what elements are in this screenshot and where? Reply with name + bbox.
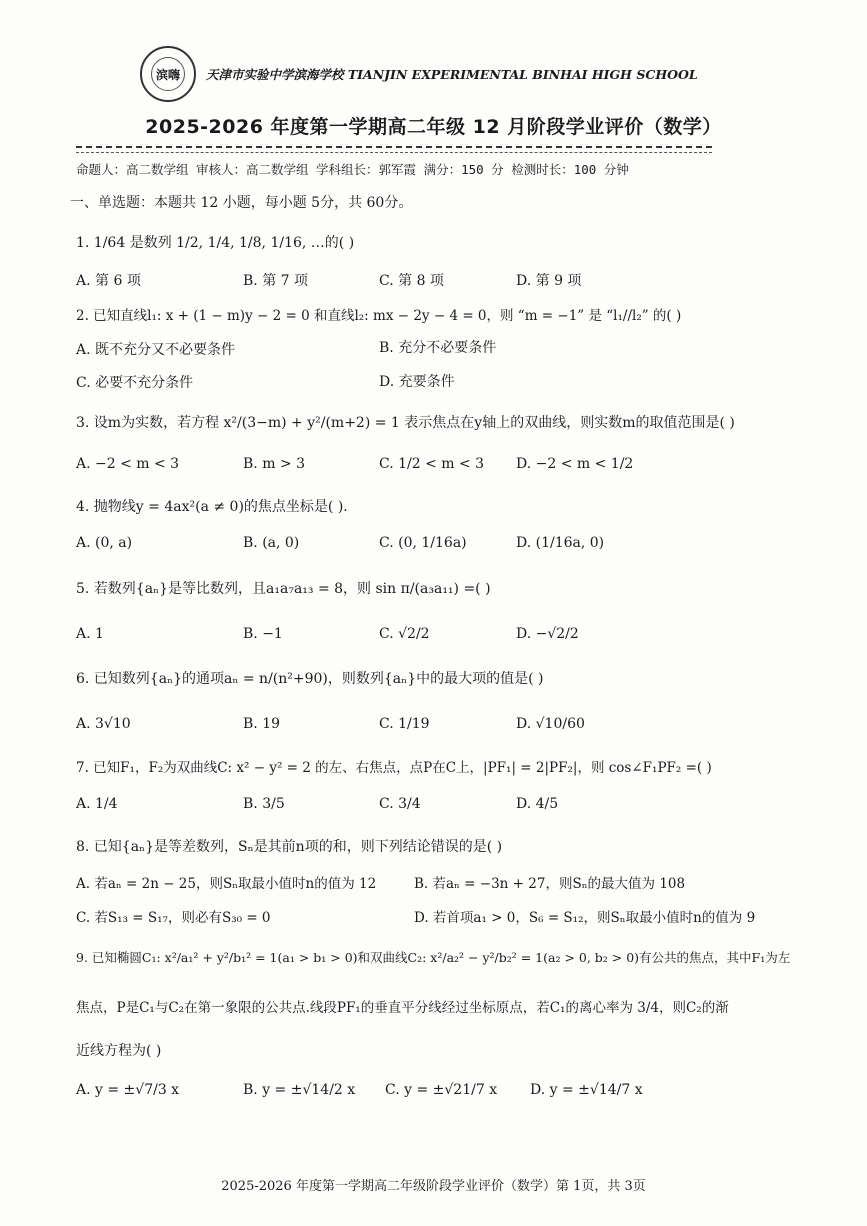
question-6-stem: 6. 已知数列{aₙ}的通项aₙ = n/(n²+90)，则数列{aₙ}中的最大项的值是( ): [76, 671, 544, 687]
q6-option-a: A. 3√10: [76, 716, 131, 732]
school-logo: [140, 46, 196, 102]
q1-option-a: A. 第 6 项: [76, 273, 141, 289]
school-header: [140, 44, 698, 104]
logo-text: 滨嗨: [151, 57, 185, 91]
exam-title: 2025-2026 年度第一学期高二年级 12 月阶段学业评价（数学）: [145, 116, 722, 138]
school-name: 天津市实验中学滨海学校 TIANJIN EXPERIMENTAL BINHAI HIGH SCHOOL: [206, 67, 698, 82]
q4-option-b: B. (a, 0): [243, 535, 300, 551]
q7-option-c: C. 3/4: [379, 796, 421, 812]
q6-option-b: B. 19: [243, 716, 281, 732]
q5-option-d: D. −√2/2: [516, 626, 579, 642]
q1-option-b: B. 第 7 项: [243, 273, 308, 289]
q5-option-a: A. 1: [76, 626, 104, 642]
question-8-stem: 8. 已知{aₙ}是等差数列，Sₙ是其前n项的和，则下列结论错误的是( ): [76, 839, 503, 855]
q8-option-a: A. 若aₙ = 2n − 25，则Sₙ取最小值时n的值为 12: [76, 876, 377, 892]
q3-option-d: D. −2 < m < 1/2: [516, 456, 634, 472]
q5-option-c: C. √2/2: [379, 626, 430, 642]
question-4-stem: 4. 抛物线y = 4ax²(a ≠ 0)的焦点坐标是( ).: [76, 499, 348, 515]
q4-option-d: D. (1/16a, 0): [516, 535, 605, 551]
q8-option-c: C. 若S₁₃ = S₁₇，则必有S₃₀ = 0: [76, 910, 271, 926]
q4-option-c: C. (0, 1/16a): [379, 535, 467, 551]
q1-option-c: C. 第 8 项: [379, 273, 444, 289]
divider: [76, 146, 712, 148]
q3-option-a: A. −2 < m < 3: [76, 456, 180, 472]
q9-option-d: D. y = ±√14/7 x: [530, 1082, 643, 1098]
question-9-stem-line-1: 9. 已知椭圆C₁: x²/a₁² + y²/b₁² = 1(a₁ > b₁ > 0)和双曲线C₂: x²/a₂² − y²/b₂² = 1(a₂ > 0, b₂ > 0)有公共的焦点，其中F₁为左: [76, 950, 791, 965]
question-2-stem: 2. 已知直线l₁: x + (1 − m)y − 2 = 0 和直线l₂: mx − 2y − 4 = 0，则 “m = −1” 是 “l₁//l₂” 的( ): [76, 308, 682, 324]
q6-option-c: C. 1/19: [379, 716, 430, 732]
q3-option-c: C. 1/2 < m < 3: [379, 456, 485, 472]
q7-option-b: B. 3/5: [243, 796, 285, 812]
question-9-stem-line-2: 焦点，P是C₁与C₂在第一象限的公共点.线段PF₁的垂直平分线经过坐标原点，若C₁的离心率为 3/4，则C₂的渐: [76, 1000, 729, 1016]
q8-option-b: B. 若aₙ = −3n + 27，则Sₙ的最大值为 108: [414, 876, 686, 892]
question-7-stem: 7. 已知F₁，F₂为双曲线C: x² − y² = 2 的左、右焦点，点P在C上，|PF₁| = 2|PF₂|，则 cos∠F₁PF₂ =( ): [76, 760, 712, 776]
question-5-stem: 5. 若数列{aₙ}是等比数列，且a₁a₇a₁₃ = 8，则 sin π/(a₃a₁₁) =( ): [76, 581, 491, 597]
q3-option-b: B. m > 3: [243, 456, 306, 472]
divider: [76, 152, 712, 153]
q7-option-d: D. 4/5: [516, 796, 559, 812]
q8-option-d: D. 若首项a₁ > 0，S₆ = S₁₂，则Sₙ取最小值时n的值为 9: [414, 910, 756, 926]
section-heading: 一、单选题：本题共 12 小题，每小题 5分，共 60分。: [70, 195, 413, 211]
q5-option-b: B. −1: [243, 626, 283, 642]
page-footer: 2025-2026 年度第一学期高二年级阶段学业评价（数学）第 1页，共 3页: [221, 1179, 646, 1194]
exam-meta: 命题人：高二数学组 审核人：高二数学组 学科组长：郭军霞 满分：150 分 检测时长：100 分钟: [76, 162, 629, 177]
q2-option-a: A. 既不充分又不必要条件: [76, 342, 236, 358]
q2-option-d: D. 充要条件: [379, 374, 455, 390]
q9-option-c: C. y = ±√21/7 x: [385, 1082, 498, 1098]
q1-option-d: D. 第 9 项: [516, 273, 582, 289]
question-3-stem: 3. 设m为实数，若方程 x²/(3−m) + y²/(m+2) = 1 表示焦点在y轴上的双曲线，则实数m的取值范围是( ): [76, 415, 735, 431]
q4-option-a: A. (0, a): [76, 535, 133, 551]
q2-option-c: C. 必要不充分条件: [76, 375, 194, 391]
question-9-stem-line-3: 近线方程为( ): [76, 1043, 162, 1059]
question-1-stem: 1. 1/64 是数列 1/2, 1/4, 1/8, 1/16, …的( ): [76, 235, 355, 251]
q9-option-a: A. y = ±√7/3 x: [76, 1082, 180, 1098]
q2-option-b: B. 充分不必要条件: [379, 340, 497, 356]
q6-option-d: D. √10/60: [516, 716, 585, 732]
q7-option-a: A. 1/4: [76, 796, 118, 812]
q9-option-b: B. y = ±√14/2 x: [243, 1082, 356, 1098]
